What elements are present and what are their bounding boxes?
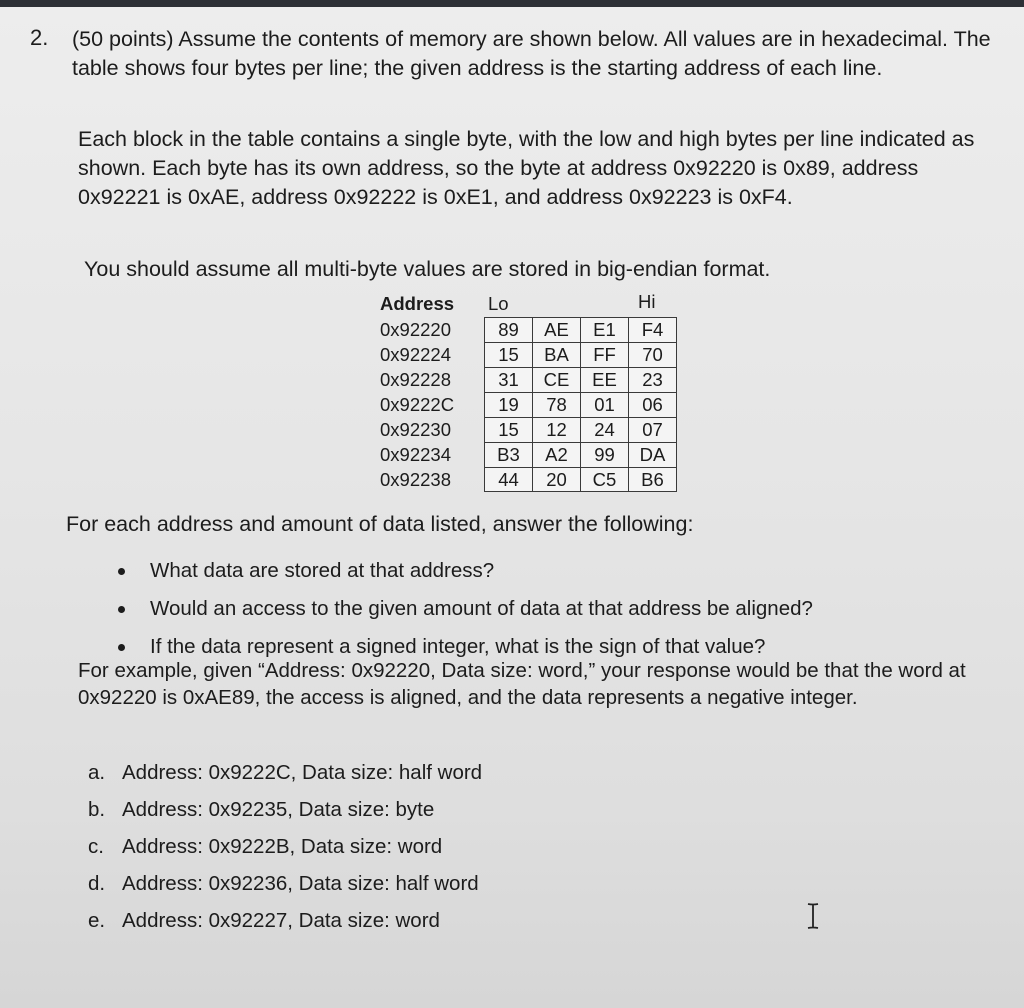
byte-cell: 78: [532, 392, 580, 417]
memory-table: [380, 291, 677, 492]
hi-label: Hi: [638, 291, 656, 312]
part-item: [88, 833, 482, 870]
byte-cell: 70: [628, 342, 677, 367]
row-address: 0x9222C: [380, 394, 455, 415]
bullet-item: Would an access to the given amount of data at that address be aligned?: [118, 595, 978, 633]
row-address: 0x92224: [380, 344, 451, 365]
row-address: 0x92230: [380, 419, 451, 440]
part-text: Address: 0x92236, Data size: half word: [122, 872, 479, 895]
row-address: 0x92238: [380, 469, 451, 490]
byte-cell: 06: [628, 392, 677, 417]
byte-cell: 01: [580, 392, 628, 417]
text-cursor-icon: [806, 902, 820, 930]
bullet-item: What data are stored at that address?: [118, 557, 978, 595]
memory-row: [380, 442, 677, 467]
address-header: Address: [380, 293, 455, 314]
top-bar: [0, 0, 1024, 7]
memory-table-header: [380, 291, 677, 317]
memory-row: [380, 317, 677, 342]
question-parts: [88, 759, 482, 944]
byte-cell: EE: [580, 367, 628, 392]
byte-cell: 89: [484, 317, 532, 342]
byte-cell: C5: [580, 467, 628, 492]
question-number: 2.: [30, 25, 49, 50]
part-letter: d.: [88, 872, 106, 895]
byte-cell: 12: [532, 417, 580, 442]
part-letter: a.: [88, 761, 106, 784]
question-intro: (50 points) Assume the contents of memory are shown below. All values are in hexadecimal. The table shows four bytes per line; the given address is the starting address of each line.: [72, 27, 991, 80]
byte-cell: 07: [628, 417, 677, 442]
byte-cell: 19: [484, 392, 532, 417]
part-letter: e.: [88, 909, 106, 932]
byte-cell: 31: [484, 367, 532, 392]
byte-cell: DA: [628, 442, 677, 467]
part-item: [88, 870, 482, 907]
part-letter: c.: [88, 835, 104, 858]
bullet-item: If the data represent a signed integer, what is the sign of that value?: [118, 633, 978, 671]
part-text: Address: 0x9222C, Data size: half word: [122, 761, 483, 784]
row-address: 0x92228: [380, 369, 451, 390]
worksheet-page: [0, 7, 1024, 1008]
byte-cell: 15: [484, 342, 532, 367]
memory-row: [380, 342, 677, 367]
part-item: [88, 907, 482, 944]
byte-cell: CE: [532, 367, 580, 392]
memory-row: [380, 467, 677, 492]
byte-cell: 99: [580, 442, 628, 467]
byte-cell: B6: [628, 467, 677, 492]
example-text: For example, given “Address: 0x92220, Data size: word,” your response would be that the word at 0x92220 is 0xAE89, the access is aligned, and the data represents a negative integer.: [78, 659, 966, 709]
block-note: Each block in the table contains a single byte, with the low and high bytes per line indicated as shown. Each byte has its own address, so the byte at address 0x92220 is 0x89, address 0x92221 is 0xAE, address 0x92222 is 0xE1, and address 0x92223 is 0xF4.: [78, 127, 975, 209]
byte-cell: 44: [484, 467, 532, 492]
byte-cell: B3: [484, 442, 532, 467]
byte-cell: 23: [628, 367, 677, 392]
endian-note: You should assume all multi-byte values are stored in big-endian format.: [84, 257, 771, 281]
byte-cell: AE: [532, 317, 580, 342]
lo-label: Lo: [488, 293, 509, 314]
part-text: Address: 0x92235, Data size: byte: [122, 798, 435, 821]
part-text: Address: 0x92227, Data size: word: [122, 909, 440, 932]
byte-cell: 24: [580, 417, 628, 442]
byte-cell: 15: [484, 417, 532, 442]
byte-cell: FF: [580, 342, 628, 367]
byte-cell: F4: [628, 317, 677, 342]
byte-cell: 20: [532, 467, 580, 492]
byte-cell: A2: [532, 442, 580, 467]
part-text: Address: 0x9222B, Data size: word: [122, 835, 443, 858]
part-item: [88, 796, 482, 833]
row-address: 0x92234: [380, 444, 451, 465]
memory-row: [380, 367, 677, 392]
part-letter: b.: [88, 798, 106, 821]
part-item: [88, 759, 482, 796]
instruction-bullets: [118, 557, 978, 671]
instructions-lead: For each address and amount of data listed, answer the following:: [66, 512, 694, 536]
memory-row: [380, 417, 677, 442]
byte-cell: E1: [580, 317, 628, 342]
memory-row: [380, 392, 677, 417]
byte-cell: BA: [532, 342, 580, 367]
row-address: 0x92220: [380, 319, 451, 340]
